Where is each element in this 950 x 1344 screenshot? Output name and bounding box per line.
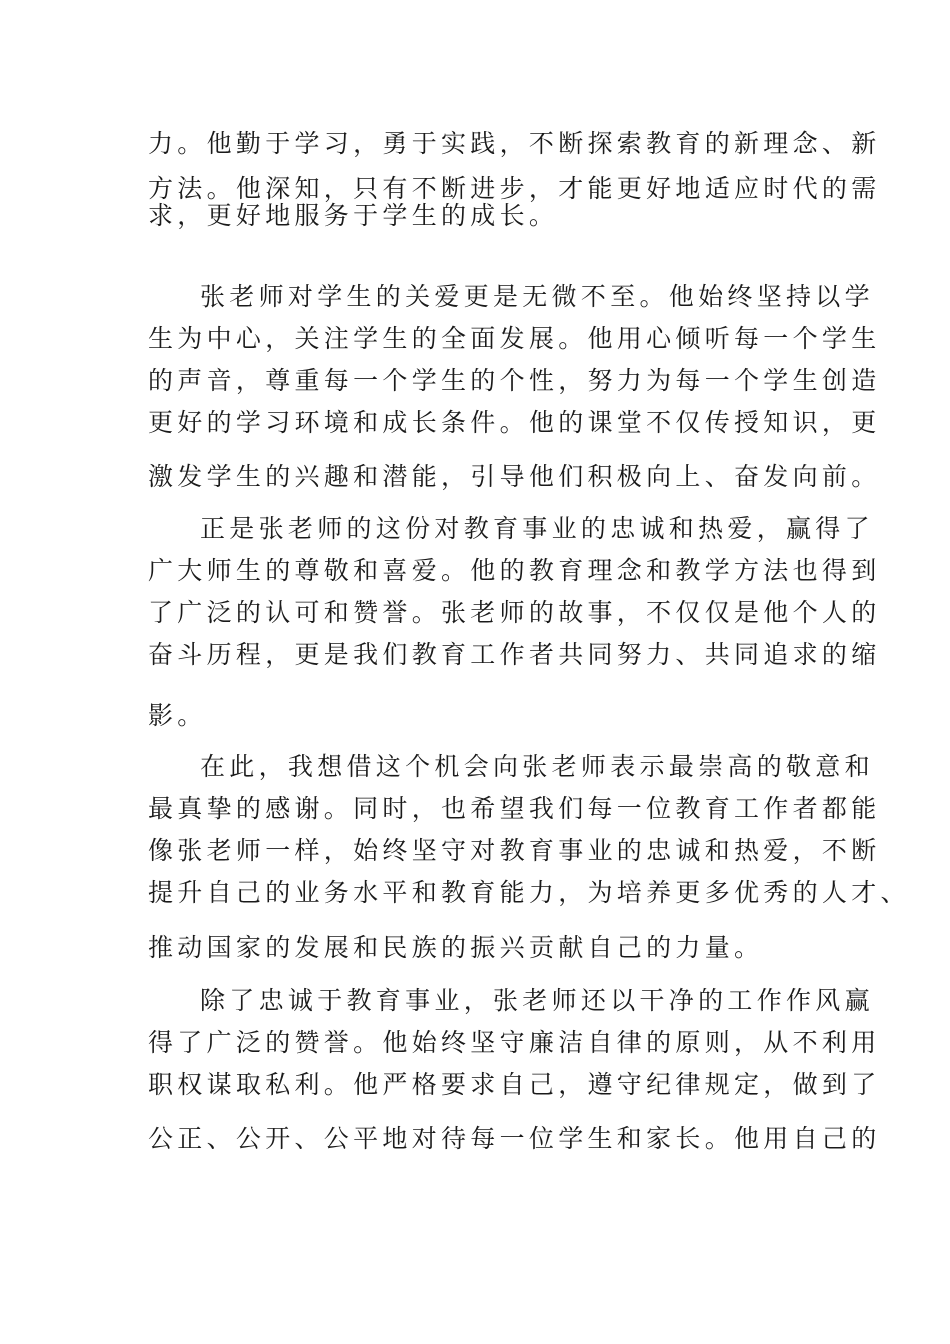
paragraph-first-line: 正是张老师的这份对教育事业的忠诚和热爱，赢得了 (200, 514, 874, 543)
text-line: 更好的学习环境和成长条件。他的课堂不仅传授知识，更 (148, 408, 881, 437)
text-line: 激发学生的兴趣和潜能，引导他们积极向上、奋发向前。 (148, 462, 881, 491)
text-line: 得了广泛的赞誉。他始终坚守廉洁自律的原则，从不利用 (148, 1028, 881, 1057)
text-line: 最真挚的感谢。同时，也希望我们每一位教育工作者都能 (148, 794, 881, 823)
text-line: 求，更好地服务于学生的成长。 (148, 201, 559, 230)
text-line: 奋斗历程，更是我们教育工作者共同努力、共同追求的缩 (148, 640, 881, 669)
text-line: 力。他勤于学习，勇于实践，不断探索教育的新理念、新 (148, 129, 881, 158)
text-line: 了广泛的认可和赞誉。张老师的故事，不仅仅是他个人的 (148, 598, 881, 627)
paragraph-first-line: 张老师对学生的关爱更是无微不至。他始终坚持以学 (200, 282, 874, 311)
text-line: 方法。他深知，只有不断进步，才能更好地适应时代的需 (148, 174, 881, 203)
text-line: 的声音，尊重每一个学生的个性，努力为每一个学生创造 (148, 366, 881, 395)
paragraph-first-line: 除了忠诚于教育事业，张老师还以干净的工作作风赢 (200, 986, 874, 1015)
text-line: 推动国家的发展和民族的振兴贡献自己的力量。 (148, 933, 764, 962)
text-line: 影。 (148, 701, 207, 730)
paragraph-first-line: 在此，我想借这个机会向张老师表示最崇高的敬意和 (200, 752, 874, 781)
text-line: 提升自己的业务水平和教育能力，为培养更多优秀的人才、 (148, 878, 910, 907)
text-line: 生为中心，关注学生的全面发展。他用心倾听每一个学生 (148, 324, 881, 353)
text-line: 广大师生的尊敬和喜爱。他的教育理念和教学方法也得到 (148, 556, 881, 585)
text-line: 职权谋取私利。他严格要求自己，遵守纪律规定，做到了 (148, 1070, 881, 1099)
text-line: 像张老师一样，始终坚守对教育事业的忠诚和热爱，不断 (148, 836, 881, 865)
text-line: 公正、公开、公平地对待每一位学生和家长。他用自己的 (148, 1124, 881, 1153)
